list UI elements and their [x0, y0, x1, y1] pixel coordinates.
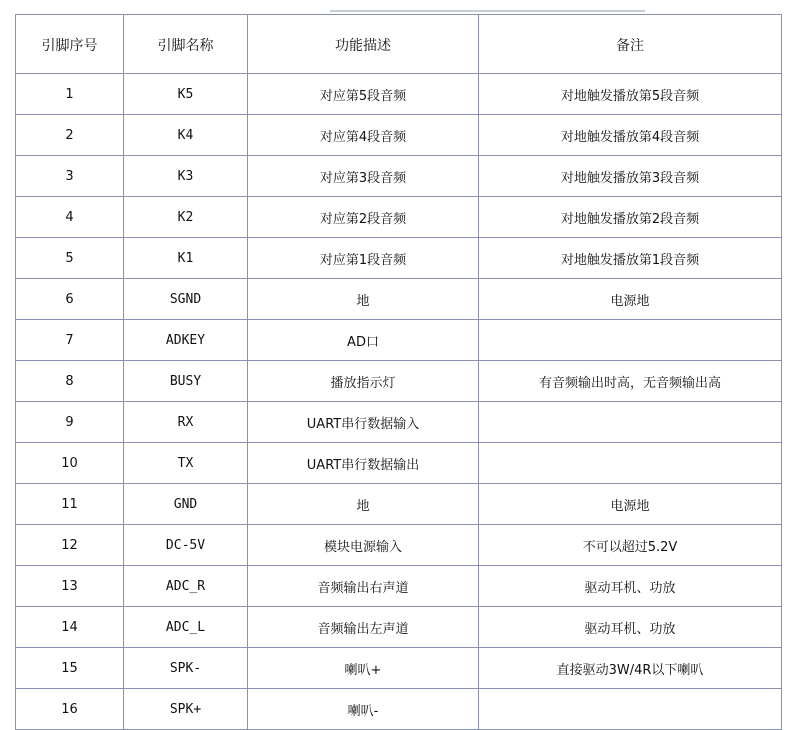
table-row [16, 156, 782, 197]
pin-table-header [16, 15, 782, 74]
header-pin-number: 引脚序号 [16, 15, 124, 74]
pin-note-cell: 直接驱动3W/4R以下喇叭 [479, 648, 782, 689]
header-pin-name: 引脚名称 [124, 15, 248, 74]
pin-note-cell: 对地触发播放第5段音频 [479, 74, 782, 115]
pin-note-cell: 不可以超过5.2V [479, 525, 782, 566]
pin-number-cell: 7 [16, 320, 124, 361]
pin-name-cell: TX [124, 443, 248, 484]
pin-function-cell: 对应第4段音频 [248, 115, 479, 156]
pin-function-cell: 对应第5段音频 [248, 74, 479, 115]
pin-name-cell: SGND [124, 279, 248, 320]
table-row [16, 566, 782, 607]
pin-function-cell: 音频输出右声道 [248, 566, 479, 607]
table-row [16, 525, 782, 566]
pin-name-cell: ADC_R [124, 566, 248, 607]
pin-number-cell: 10 [16, 443, 124, 484]
pin-function-cell: 对应第3段音频 [248, 156, 479, 197]
table-row [16, 443, 782, 484]
pin-note-cell [479, 443, 782, 484]
pin-table [15, 14, 782, 730]
pin-note-cell: 对地触发播放第2段音频 [479, 197, 782, 238]
pin-function-cell: 模块电源输入 [248, 525, 479, 566]
pin-name-cell: K2 [124, 197, 248, 238]
pin-function-cell: 音频输出左声道 [248, 607, 479, 648]
pin-number-cell: 4 [16, 197, 124, 238]
pin-function-cell: UART串行数据输出 [248, 443, 479, 484]
table-row [16, 689, 782, 730]
table-row [16, 648, 782, 689]
pin-name-cell: BUSY [124, 361, 248, 402]
table-row [16, 197, 782, 238]
pin-function-cell: 对应第1段音频 [248, 238, 479, 279]
pin-number-cell: 11 [16, 484, 124, 525]
pin-note-cell [479, 320, 782, 361]
pin-function-cell: AD口 [248, 320, 479, 361]
table-row [16, 361, 782, 402]
table-row [16, 402, 782, 443]
pin-name-cell: GND [124, 484, 248, 525]
pin-name-cell: SPK+ [124, 689, 248, 730]
pin-name-cell: ADC_L [124, 607, 248, 648]
pin-name-cell: K1 [124, 238, 248, 279]
pin-name-cell: K4 [124, 115, 248, 156]
header-function: 功能描述 [248, 15, 479, 74]
table-row [16, 320, 782, 361]
pin-name-cell: RX [124, 402, 248, 443]
pin-function-cell: 喇叭+ [248, 648, 479, 689]
pin-number-cell: 14 [16, 607, 124, 648]
table-row [16, 115, 782, 156]
header-row [16, 15, 782, 74]
pin-number-cell: 16 [16, 689, 124, 730]
pin-number-cell: 1 [16, 74, 124, 115]
pin-name-cell: ADKEY [124, 320, 248, 361]
pin-function-cell: 播放指示灯 [248, 361, 479, 402]
table-row [16, 74, 782, 115]
table-row [16, 607, 782, 648]
pin-note-cell: 有音频输出时高，无音频输出高 [479, 361, 782, 402]
table-row [16, 484, 782, 525]
pin-number-cell: 12 [16, 525, 124, 566]
pin-function-cell: 对应第2段音频 [248, 197, 479, 238]
pin-note-cell: 驱动耳机、功放 [479, 607, 782, 648]
pin-note-cell [479, 689, 782, 730]
decorative-top-rule [330, 10, 645, 12]
table-row [16, 279, 782, 320]
pin-name-cell: K5 [124, 74, 248, 115]
pin-note-cell: 对地触发播放第3段音频 [479, 156, 782, 197]
pin-name-cell: DC-5V [124, 525, 248, 566]
pin-note-cell: 对地触发播放第4段音频 [479, 115, 782, 156]
pin-note-cell: 对地触发播放第1段音频 [479, 238, 782, 279]
pin-number-cell: 13 [16, 566, 124, 607]
table-row [16, 238, 782, 279]
pin-note-cell: 电源地 [479, 279, 782, 320]
pin-function-cell: 喇叭- [248, 689, 479, 730]
pin-number-cell: 8 [16, 361, 124, 402]
pin-note-cell: 驱动耳机、功放 [479, 566, 782, 607]
pin-name-cell: SPK- [124, 648, 248, 689]
pin-note-cell: 电源地 [479, 484, 782, 525]
pin-table-body [16, 74, 782, 730]
pin-name-cell: K3 [124, 156, 248, 197]
pin-function-cell: 地 [248, 484, 479, 525]
pin-note-cell [479, 402, 782, 443]
pin-function-cell: 地 [248, 279, 479, 320]
pin-number-cell: 9 [16, 402, 124, 443]
pin-function-cell: UART串行数据输入 [248, 402, 479, 443]
pin-number-cell: 6 [16, 279, 124, 320]
pin-number-cell: 2 [16, 115, 124, 156]
pin-number-cell: 5 [16, 238, 124, 279]
pin-number-cell: 3 [16, 156, 124, 197]
header-notes: 备注 [479, 15, 782, 74]
pin-number-cell: 15 [16, 648, 124, 689]
